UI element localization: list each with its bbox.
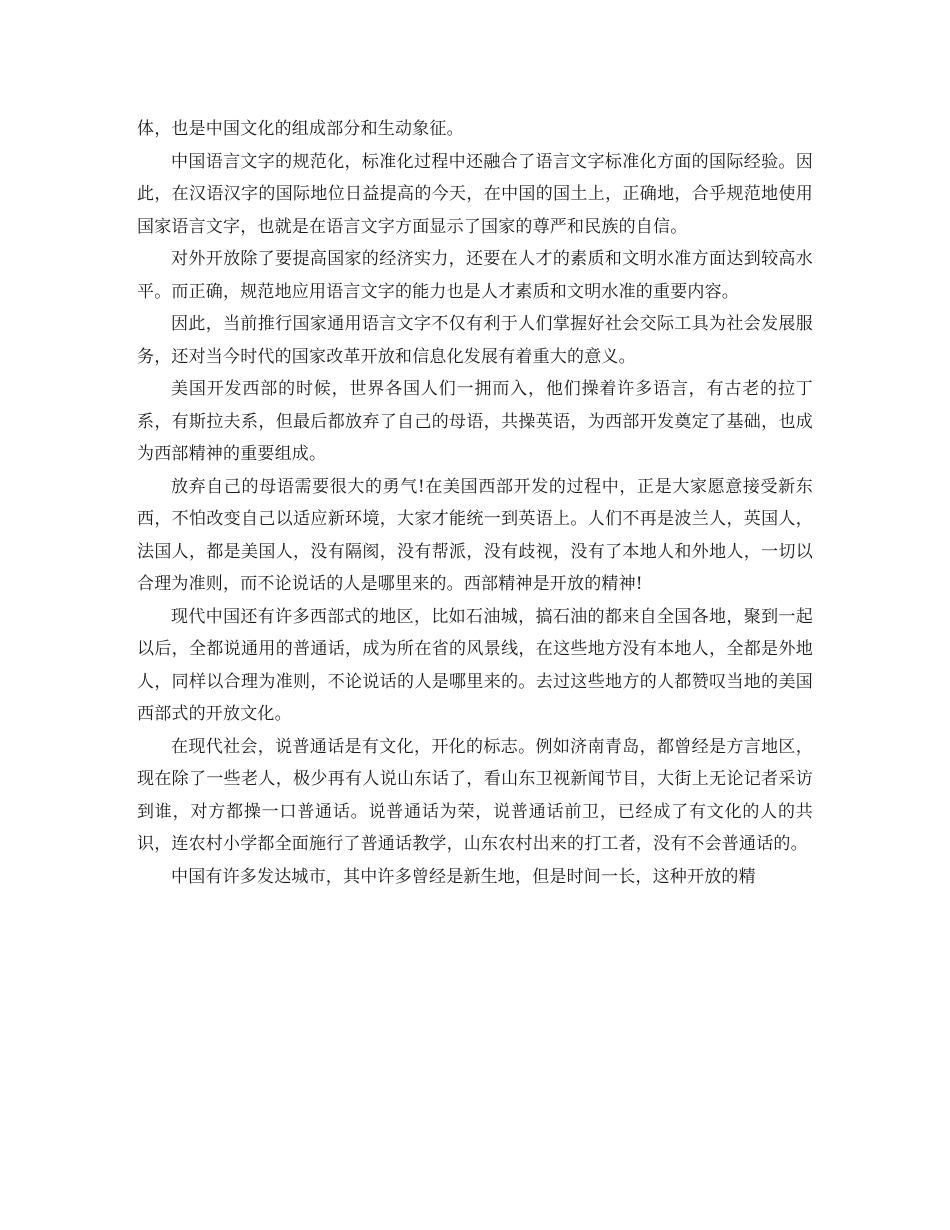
paragraph: 中国语言文字的规范化，标准化过程中还融合了语言文字标准化方面的国际经验。因此，在汉语汉字的国际地位日益提高的今天，在中国的国土上，正确地，合乎规范地使用国家语言文字，也就是在语言文字方面显示了国家的尊严和民族的自信。 — [137, 151, 813, 237]
paragraph: 放弃自己的母语需要很大的勇气!在美国西部开发的过程中，正是大家愿意接受新东西，不怕改变自己以适应新环境，大家才能统一到英语上。人们不再是波兰人，英国人，法国人，都是美国人，没有隔阂，没有帮派，没有歧视，没有了本地人和外地人，一切以合理为准则，而不论说话的人是哪里来的。西部精神是开放的精神! — [137, 476, 813, 594]
document-body — [137, 113, 813, 893]
paragraph: 美国开发西部的时候，世界各国人们一拥而入，他们操着许多语言，有古老的拉丁系，有斯拉夫系，但最后都放弃了自己的母语，共操英语，为西部开发奠定了基础，也成为西部精神的重要组成。 — [137, 379, 813, 464]
paragraph: 体，也是中国文化的组成部分和生动象征。 — [137, 119, 464, 139]
paragraph: 对外开放除了要提高国家的经济实力，还要在人才的素质和文明水准方面达到较高水平。而正确，规范地应用语言文字的能力也是人才素质和文明水准的重要内容。 — [137, 249, 813, 302]
paragraph: 中国有许多发达城市，其中许多曾经是新生地，但是时间一长，这种开放的精 — [171, 866, 756, 887]
paragraph: 现代中国还有许多西部式的地区，比如石油城，搞石油的都来自全国各地，聚到一起以后，全都说通用的普通话，成为所在省的风景线，在这些地方没有本地人，全都是外地人，同样以合理为准则，不论说话的人是哪里来的。去过这些地方的人都赞叹当地的美国西部式的开放文化。 — [137, 606, 813, 724]
paragraph: 因此，当前推行国家通用语言文字不仅有利于人们掌握好社会交际工具为社会发展服务，还对当今时代的国家改革开放和信息化发展有着重大的意义。 — [137, 314, 813, 367]
paragraph: 在现代社会，说普通话是有文化，开化的标志。例如济南青岛，都曾经是方言地区，现在除了一些老人，极少再有人说山东话了，看山东卫视新闻节目，大街上无论记者采访到谁，对方都操一口普通话。说普通话为荣，说普通话前卫，已经成了有文化的人的共识，连农村小学都全面施行了普通话教学，山东农村出来的打工者，没有不会普通话的。 — [137, 736, 813, 854]
